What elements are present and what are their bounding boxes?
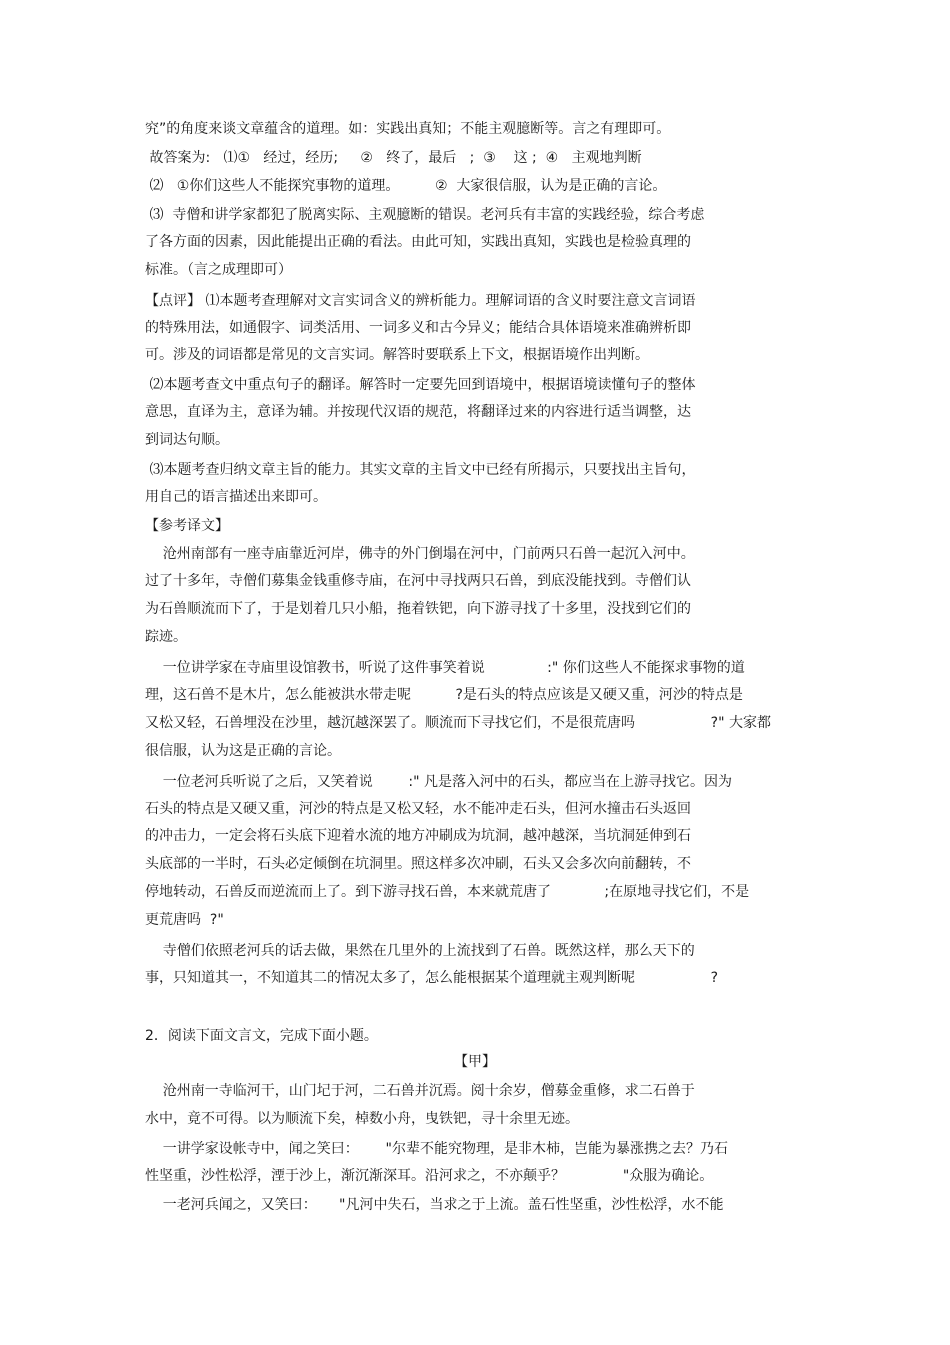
answer-line: 故答案为: ⑴① 经过，经历; ② 终了，最后 ; ③ 这 ; ④ 主观地判断 [145,150,642,166]
translation-line: 理，这石兽不是木片，怎么能被洪水带走呢 ?是石头的特点应该是又硬又重，河沙的特点是 [145,687,743,703]
text-line: 意思，直译为主，意译为辅。并按现代汉语的规范，将翻译过来的内容进行适当调整，达 [145,404,691,420]
comment-line: ⑶本题考查归纳文章主旨的能力。其实文章的主旨文中已经有所揭示，只要找出主旨句， [145,462,696,478]
translation-line: 的冲击力，一定会将石头底下迎着水流的地方冲刷成为坑洞，越冲越深，当坑洞延伸到石 [145,828,691,844]
translation-line: 沧州南部有一座寺庙靠近河岸，佛寺的外门倒塌在河中，门前两只石兽一起沉入河中。 [145,546,695,562]
translation-line: 一位讲学家在寺庙里设馆教书，听说了这件事笑着说 :" 你们这些人不能探求事物的道 [145,660,745,676]
classical-text-line: 水中，竟不可得。以为顺流下矣，棹数小舟，曳铁钯，寻十余里无迹。 [145,1111,579,1127]
translation-line: 踪迹。 [145,629,187,645]
translation-line: 又松又轻，石兽埋没在沙里，越沉越深罢了。顺流而下寻找它们，不是很荒唐吗 ?" 大家都 [145,715,771,731]
classical-text-line: 一讲学家设帐寺中，闻之笑曰： "尔辈不能究物理，是非木柿，岂能为暴涨携之去？乃石 [145,1141,728,1157]
text-line: 的特殊用法，如通假字、词类活用、一词多义和古今异义；能结合具体语境来准确辨析即 [145,320,691,336]
translation-line: 寺僧们依照老河兵的话去做，果然在几里外的上流找到了石兽。既然这样，那么天下的 [145,943,695,959]
comment-line: 【点评】 ⑴本题考查理解对文言实词含义的辨析能力。理解词语的含义时要注意文言词语 [145,293,696,309]
section-heading: 【参考译文】 [145,518,229,534]
translation-line: 一位老河兵听说了之后，又笑着说 :" 凡是落入河中的石头，都应当在上游寻找它。因为 [145,774,733,790]
passage-heading-jia: 【甲】 [454,1054,496,1070]
classical-text-line: 沧州南一寺临河干，山门圮于河，二石兽并沉焉。阅十余岁，僧募金重修，求二石兽于 [145,1083,695,1099]
text-line: 可。涉及的词语都是常见的文言实词。解答时要联系上下文，根据语境作出判断。 [145,347,649,363]
text-line: 了各方面的因素，因此能提出正确的看法。由此可知，实践出真知，实践也是检验真理的 [145,234,691,250]
translation-line: 头底部的一半时，石头必定倾倒在坑洞里。照这样多次冲刷，石头又会多次向前翻转，不 [145,856,691,872]
translation-line: 过了十多年，寺僧们募集金钱重修寺庙，在河中寻找两只石兽，到底没能找到。寺僧们认 [145,573,691,589]
translation-line: 更荒唐吗 ?" [145,912,224,928]
comment-line: ⑵本题考查文中重点句子的翻译。解答时一定要先回到语境中，根据语境读懂句子的整体 [145,377,696,393]
translation-line: 石头的特点是又硬又重，河沙的特点是又松又轻，水不能冲走石头，但河水撞击石头返回 [145,801,691,817]
translation-line: 为石兽顺流而下了，于是划着几只小船，拖着铁钯，向下游寻找了十多里，没找到它们的 [145,601,691,617]
question-heading: 2．阅读下面文言文，完成下面小题。 [145,1028,378,1044]
translation-line: 事，只知道其一，不知道其二的情况太多了，怎么能根据某个道理就主观判断呢 ? [145,970,719,986]
text-line: 究”的角度来谈文章蕴含的道理。如：实践出真知；不能主观臆断等。言之有理即可。 [145,121,671,137]
text-line: 标准。（言之成理即可） [145,262,292,278]
classical-text-line: 一老河兵闻之，又笑曰： "凡河中失石，当求之于上流。盖石性坚重，沙性松浮，水不能 [145,1197,724,1213]
translation-line: 很信服，认为这是正确的言论。 [145,743,341,759]
text-line: 用自己的语言描述出来即可。 [145,489,327,505]
translation-line: 停地转动，石兽反而逆流而上了。到下游寻找石兽，本来就荒唐了 ;在原地寻找它们，不是 [145,884,750,900]
text-line: 到词达句顺。 [145,432,229,448]
classical-text-line: 性坚重，沙性松浮，湮于沙上，渐沉渐深耳。沿河求之，不亦颠乎？ "众服为确论。 [145,1168,714,1184]
answer-line: ⑶ 寺僧和讲学家都犯了脱离实际、主观臆断的错误。老河兵有丰富的实践经验，综合考虑 [145,207,705,223]
answer-line: ⑵ ①你们这些人不能探究事物的道理。 ② 大家很信服，认为是正确的言论。 [145,178,667,194]
